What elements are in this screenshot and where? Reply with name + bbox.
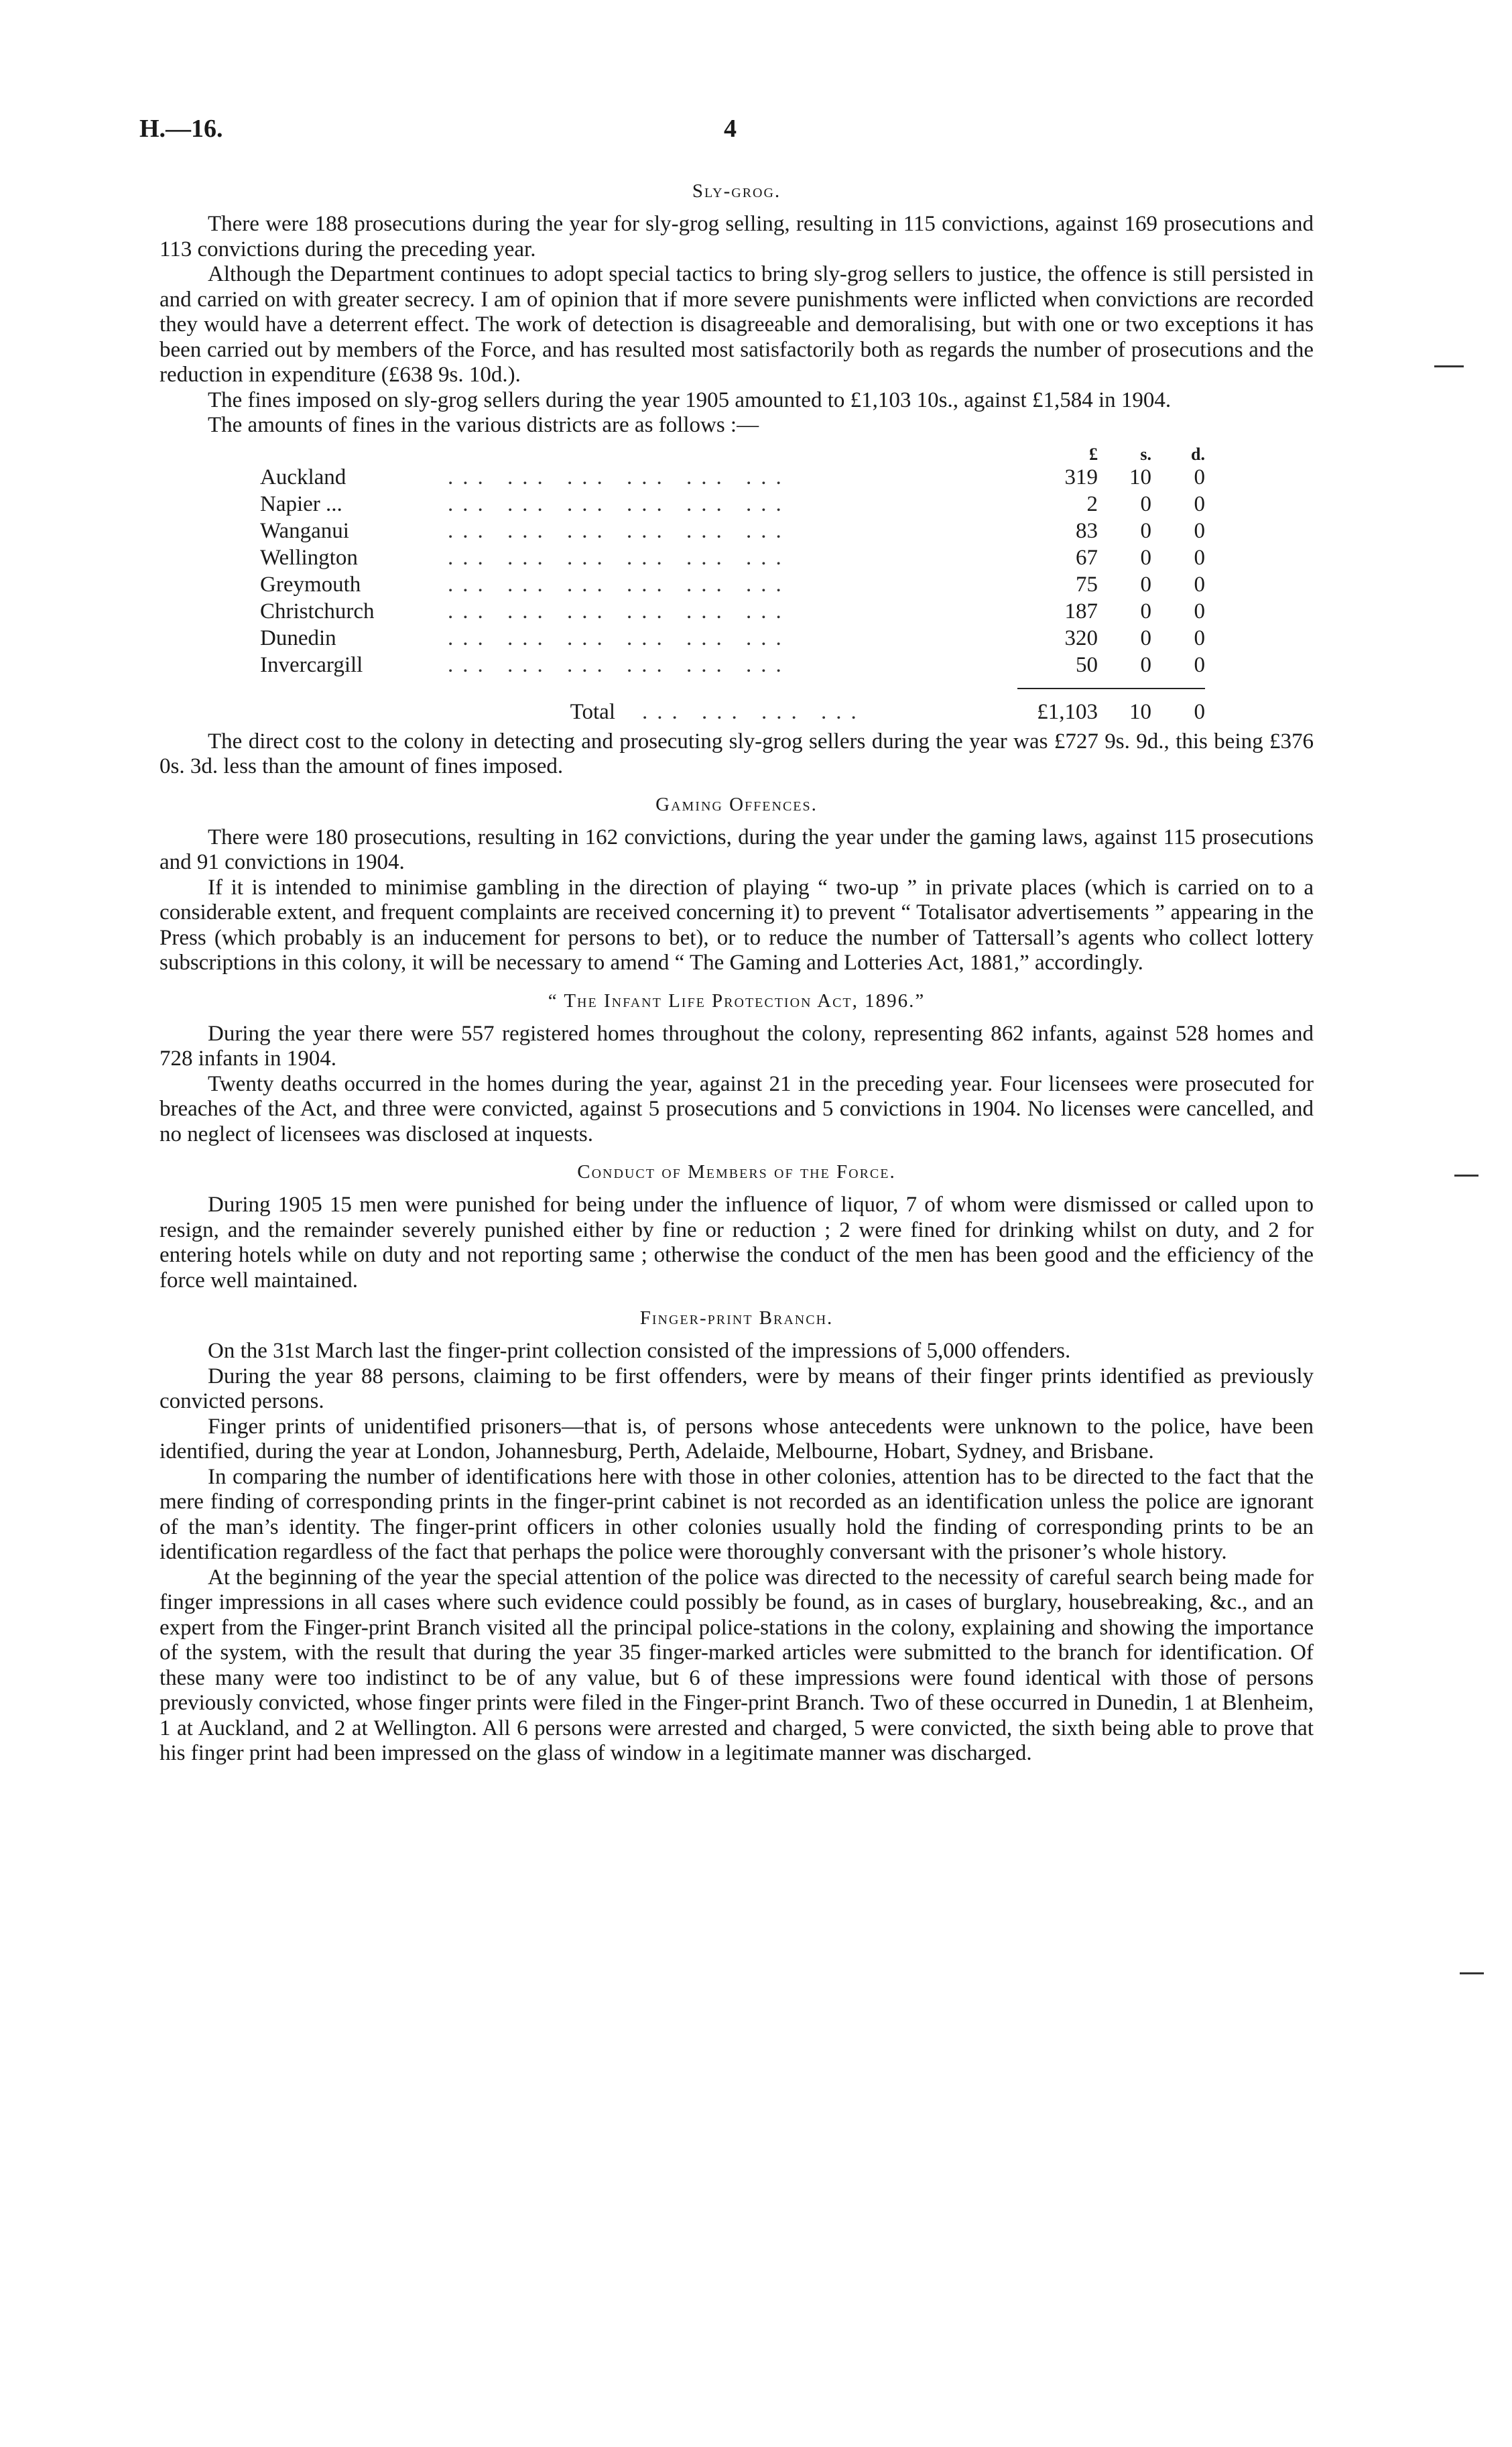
dot-leader: ... ... ... ... ... ...	[448, 465, 791, 489]
fine-shillings: 0	[1140, 572, 1151, 597]
page-header	[139, 114, 1314, 154]
district-name: Christchurch	[260, 599, 375, 623]
paragraph: During the year 88 persons, claiming to be first offenders, were by means of their finger prints identified as previously convicted persons.	[160, 1364, 1314, 1413]
fine-pence: 0	[1194, 652, 1205, 677]
fine-shillings: 0	[1140, 545, 1151, 570]
paragraph: There were 188 prosecutions during the year for sly-grog selling, resulting in 115 convictions, against 169 prosecutions and 113 convictions during the preceding year.	[160, 212, 1314, 261]
district-name: Greymouth	[260, 572, 361, 597]
total-label: Total	[570, 699, 615, 724]
margin-mark	[1460, 1972, 1484, 1974]
margin-mark	[1454, 1175, 1478, 1177]
paragraph: Twenty deaths occurred in the homes during the year, against 21 in the preceding year. Four licensees were prosecuted for breaches of the Act, and three were convicted, against 5 prosecutions and 5 convictions in 1904. No licenses were cancelled, and no neglect of licensees was disclosed at inquests.	[160, 1071, 1314, 1146]
column-header-pence: d.	[1191, 444, 1205, 464]
column-header-pounds: £	[1089, 444, 1098, 464]
paragraph: During the year there were 557 registered homes throughout the colony, representing 862 infants, against 528 homes and 728 infants in 1904.	[160, 1021, 1314, 1071]
fine-pounds: 83	[1076, 518, 1098, 543]
paragraph: At the beginning of the year the special attention of the police was directed to the necessity of careful search being made for finger impressions in all cases where such evidence could possibly be found, as in cases of burglary, housebreaking, &c., and an expert from the Finger-print Branch visited all the principal police-stations in the colony, explaining and showing the importance of the system, with the result that during the year 35 finger-marked articles were submitted to the branch for identification. Of these many were too indistinct to be of any value, but 6 of these impressions were found identical with those of persons previously convicted, whose finger prints were filed in the Finger-print Branch. Two of these occurred in Dunedin, 1 at Blenheim, 1 at Auckland, and 2 at Wellington. All 6 persons were arrested and charged, 5 were convicted, the sixth being able to prove that his finger print had been impressed on the glass of window in a legitimate manner was discharged.	[160, 1565, 1314, 1765]
paragraph: The amounts of fines in the various districts are as follows :—	[208, 413, 759, 437]
fine-shillings: 0	[1140, 625, 1151, 650]
fines-row	[260, 571, 1205, 598]
fines-row	[260, 625, 1205, 652]
fines-row	[260, 464, 1205, 491]
fines-table	[260, 441, 1205, 725]
section-heading-gaming: Gaming Offences.	[655, 793, 818, 815]
paragraph: There were 180 prosecutions, resulting in 162 convictions, during the year under the gaming laws, against 115 prosecutions and 91 convictions in 1904.	[160, 825, 1314, 874]
district-name: Auckland	[260, 465, 346, 489]
fine-pence: 0	[1194, 599, 1205, 623]
fine-pence: 0	[1194, 545, 1205, 570]
district-name: Napier ...	[260, 491, 342, 516]
district-name: Wellington	[260, 545, 358, 570]
dot-leader: ... ... ... ... ... ...	[448, 652, 791, 677]
fine-pence: 0	[1194, 518, 1205, 543]
total-shillings: 10	[1129, 699, 1151, 724]
paragraph: On the 31st March last the finger-print collection consisted of the impressions of 5,000 offenders.	[208, 1339, 1071, 1363]
paragraph: Although the Department continues to adopt special tactics to bring sly-grog sellers to justice, the offence is still persisted in and carried on with greater secrecy. I am of opinion that if more severe punishments were inflicted when convictions are recorded they would have a deterrent effect. The work of detection is disagreeable and demoralising, but with one or two exceptions it has been carried out by members of the Force, and has resulted most satisfactorily both as regards the number of prosecutions and the reduction in expenditure (£638 9s. 10d.).	[160, 262, 1314, 387]
dot-leader: ... ... ... ... ... ...	[448, 545, 791, 570]
fines-row	[260, 652, 1205, 678]
fine-pounds: 75	[1076, 572, 1098, 597]
column-header-shillings: s.	[1140, 444, 1151, 464]
fine-shillings: 0	[1140, 652, 1151, 677]
fines-row	[260, 518, 1205, 544]
dot-leader: ... ... ... ... ... ...	[448, 518, 791, 543]
total-rule	[1017, 688, 1205, 689]
fines-row	[260, 491, 1205, 518]
total-leader: ... ... ... ...	[642, 699, 866, 724]
paragraph: The fines imposed on sly-grog sellers during the year 1905 amounted to £1,103 10s., against £1,584 in 1904.	[208, 387, 1172, 412]
section-heading-sly-grog: Sly-grog.	[692, 180, 781, 202]
paragraph: In comparing the number of identifications here with those in other colonies, attention has to be directed to the fact that the mere finding of corresponding prints in the finger-print cabinet is not recorded as an identification unless the police are ignorant of the man’s identity. The finger-print officers in other colonies usually hold the finding of corresponding prints to be an identification regardless of the fact that perhaps the police were thoroughly conversant with the prisoner’s whole history.	[160, 1464, 1314, 1564]
fines-row	[260, 598, 1205, 625]
fine-pence: 0	[1194, 491, 1205, 516]
district-name: Wanganui	[260, 518, 349, 543]
fine-shillings: 0	[1140, 518, 1151, 543]
margin-mark	[1434, 365, 1464, 367]
paragraph: During 1905 15 men were punished for being under the influence of liquor, 7 of whom were dismissed or called upon to resign, and the remainder severely punished either by fine or reduction ; 2 were fined for drinking whilst on duty, and 2 for entering hotels while on duty and not reporting same ; otherwise the conduct of the men has been good and the efficiency of the force well maintained.	[160, 1193, 1314, 1293]
fine-pence: 0	[1194, 572, 1205, 597]
district-name: Dunedin	[260, 625, 336, 650]
fine-shillings: 10	[1129, 465, 1151, 489]
paragraph: The direct cost to the colony in detecting and prosecuting sly-grog sellers during the year was £727 9s. 9d., this being £376 0s. 3d. less than the amount of fines imposed.	[160, 729, 1314, 778]
paragraph: Finger prints of unidentified prisoners—that is, of persons whose antecedents were unknown to the police, have been identified, during the year at London, Johannesburg, Perth, Adelaide, Melbourne, Hobart, Sydney, and Brisbane.	[160, 1414, 1314, 1464]
fine-pounds: 50	[1076, 652, 1098, 677]
fine-pounds: 319	[1064, 465, 1098, 489]
section-heading-finger-print: Finger-print Branch.	[639, 1307, 834, 1329]
dot-leader: ... ... ... ... ... ...	[448, 491, 791, 516]
dot-leader: ... ... ... ... ... ...	[448, 625, 791, 650]
section-heading-conduct: Conduct of Members of the Force.	[577, 1161, 896, 1183]
fine-shillings: 0	[1140, 491, 1151, 516]
fine-pounds: 187	[1064, 599, 1098, 623]
district-name: Invercargill	[260, 652, 363, 677]
paragraph: If it is intended to minimise gambling in the direction of playing “ two-up ” in private places (which is carried on to a considerable extent, and frequent complaints are received concerning it) to prevent “ Totalisator advertisements ” appearing in the Press (which probably is an inducement for persons to bet), or to reduce the number of Tattersall’s agents who collect lottery subscriptions in this colony, it will be necessary to amend “ The Gaming and Lotteries Act, 1881,” accordingly.	[160, 875, 1314, 975]
document-code: H.—16.	[139, 115, 223, 143]
fines-table-header	[260, 441, 1205, 464]
total-pence: 0	[1194, 699, 1205, 724]
fine-pounds: 2	[1086, 491, 1098, 516]
body-text	[160, 180, 1314, 1767]
fine-pence: 0	[1194, 625, 1205, 650]
fine-pence: 0	[1194, 465, 1205, 489]
page-number: 4	[724, 115, 737, 143]
fine-shillings: 0	[1140, 599, 1151, 623]
total-pounds: £1,103	[1037, 699, 1098, 724]
fine-pounds: 320	[1064, 625, 1098, 650]
section-heading-infant-life: “ The Infant Life Protection Act, 1896.”	[548, 990, 926, 1012]
fine-pounds: 67	[1076, 545, 1098, 570]
fines-total-row	[260, 699, 1205, 725]
fines-row	[260, 544, 1205, 571]
dot-leader: ... ... ... ... ... ...	[448, 572, 791, 597]
dot-leader: ... ... ... ... ... ...	[448, 599, 791, 623]
